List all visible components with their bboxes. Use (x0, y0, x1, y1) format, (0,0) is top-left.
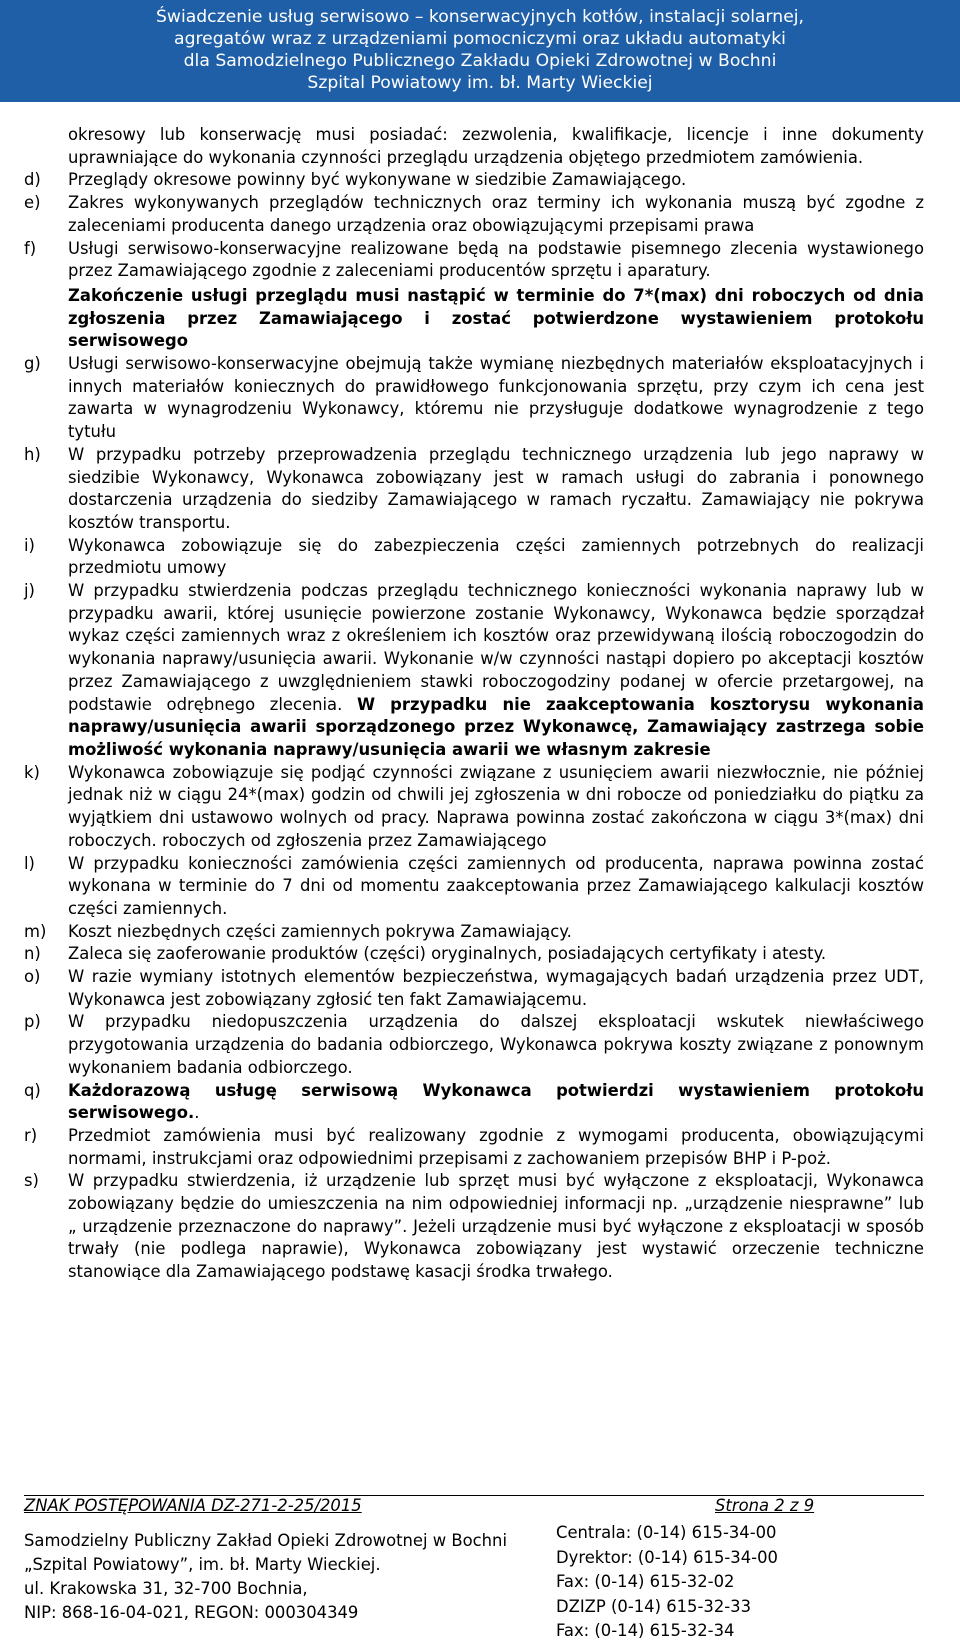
list-text-tail: . (194, 1103, 200, 1123)
list-text: W przypadku niedopuszczenia urządzenia do dalszej eksploatacji wskutek niewłaściwego przygotowania urządzenia do badania odbiorczego, Wykonawca pokrywa koszty związane z ponownym wykonaniem badania odbiorczego. (68, 1012, 924, 1077)
list-label: o) (24, 967, 41, 987)
document-header-banner (0, 0, 960, 102)
list-item-f (24, 238, 924, 354)
contact-line: Centrala: (0-14) 615-34-00 (556, 1523, 777, 1542)
list-label: n) (24, 944, 41, 964)
list-text: Przedmiot zamówienia musi być realizowany zgodnie z wymogami producenta, obowiązującymi normami, instrukcjami oraz odpowiednimi przepisami z zachowaniem przepisów BHP i P-poż. (68, 1125, 924, 1168)
list-text: W przypadku konieczności zamówienia części zamiennych od producenta, naprawa powinna zostać wykonana w terminie do 7 dni od momentu zaakceptowania przez Zamawiającego kalkulacji kosztów części zamiennych. (68, 853, 924, 918)
list-text: Zaleca się zaoferowanie produktów (części) oryginalnych, posiadających certyfikaty i atesty. (68, 944, 827, 964)
list-text: Wykonawca zobowiązuje się podjąć czynności związane z usunięciem awarii niezwłocznie, nie później jednak niż w ciągu 24*(max) godzin od chwili jej zgłoszenia w dni robocze od poniedziałku do piątku za wyjątkiem dni ustawowo wolnych od pracy. Naprawa powinna zostać zakończona w ciągu 3*(max) dni roboczych. roboczych od zgłoszenia przez Zamawiającego (68, 762, 924, 850)
list-item-p (24, 1011, 924, 1079)
list-label: k) (24, 762, 40, 782)
list-item-e (24, 192, 924, 237)
list-label: j) (24, 581, 35, 601)
contact-line: Fax: (0-14) 615-32-02 (556, 1572, 735, 1591)
list-item-o (24, 966, 924, 1011)
list-text: Koszt niezbędnych części zamiennych pokrywa Zamawiający. (68, 921, 572, 941)
list-text: Usługi serwisowo-konserwacyjne obejmują także wymianę niezbędnych materiałów eksploatacyjnych i innych materiałów koniecznych do prawidłowego funkcjonowania sprzętu, przy czym ich cena jest zawarta w wynagrodzeniu Wykonawcy, któremu nie przysługuje dodatkowe wynagrodzenie z tego tytułu (68, 354, 924, 442)
header-line: Świadczenie usług serwisowo – konserwacyjnych kotłów, instalacji solarnej, (155, 7, 805, 27)
list-label: d) (24, 170, 41, 190)
contact-line: Fax: (0-14) 615-32-34 (556, 1621, 735, 1640)
list-item-s (24, 1170, 924, 1284)
list-text-bold: Każdorazową usługę serwisową Wykonawca potwierdzi wystawieniem protokołu serwisowego. (68, 1080, 924, 1123)
list-item-n (24, 943, 924, 966)
list-item-g (24, 353, 924, 444)
list-item-k (24, 762, 924, 853)
list-text: Przeglądy okresowe powinny być wykonywane w siedzibie Zamawiającego. (68, 170, 687, 190)
list-label: f) (24, 238, 37, 258)
list-text: Zakres wykonywanych przeglądów technicznych oraz terminy ich wykonania muszą być zgodne z zaleceniami producenta danego urządzenia oraz obowiązującymi przepisami prawa (68, 193, 924, 235)
list-item-d (24, 169, 924, 192)
list-label: h) (24, 444, 41, 464)
footer-contacts (556, 1521, 778, 1644)
header-title-block (0, 6, 960, 94)
list-item-q (24, 1080, 924, 1125)
list-item-i (24, 535, 924, 580)
list-text: W przypadku potrzeby przeprowadzenia przeglądu technicznego urządzenia lub jego naprawy w siedzibie Wykonawcy, Wykonawca zobowiązany jest w ramach usługi do zabrania i ponownego dostarczenia urządzenia do siedziby Zamawiającego w ramach ryczałtu. Zamawiający nie pokrywa kosztów transportu. (68, 444, 924, 532)
document-body (24, 124, 924, 1284)
list-label: p) (24, 1012, 41, 1032)
paragraph-c-continuation: okresowy lub konserwację musi posiadać: zezwolenia, kwalifikacje, licencje i inne dokumenty uprawniające do wykonania czynności przeglądu urządzenia objętego przedmiotem zamówienia. (68, 125, 924, 167)
header-line: agregatów wraz z urządzeniami pomocniczymi oraz układu automatyki (174, 29, 786, 49)
contact-line: DZIZP (0-14) 615-32-33 (556, 1596, 752, 1616)
footer-top-row (24, 1496, 924, 1518)
list-item-h (24, 444, 924, 535)
header-line: Szpital Powiatowy im. bł. Marty Wieckiej (307, 73, 653, 93)
address-line: NIP: 868-16-04-021, REGON: 000304349 (24, 1603, 359, 1622)
contact-line: Dyrektor: (0-14) 615-34-00 (556, 1547, 778, 1567)
list-text: W razie wymiany istotnych elementów bezpieczeństwa, wymagających badań urządzenia przez UDT, Wykonawca jest zobowiązany zgłosić ten fakt Zamawiającemu. (68, 967, 924, 1009)
list-text: Wykonawca zobowiązuje się do zabezpieczenia części zamiennych potrzebnych do realizacji przedmiotu umowy (68, 535, 924, 578)
address-line: ul. Krakowska 31, 32-700 Bochnia, (24, 1579, 308, 1598)
list-label: q) (24, 1080, 41, 1100)
address-line: Samodzielny Publiczny Zakład Opieki Zdrowotnej w Bochni (24, 1531, 507, 1550)
list-text-wrap (68, 1080, 924, 1125)
case-number: ZNAK POSTĘPOWANIA DZ-271-2-25/2015 (24, 1496, 362, 1515)
address-line: „Szpital Powiatowy”, im. bł. Marty Wieckiej. (24, 1555, 381, 1574)
list-label: e) (24, 193, 41, 213)
list-item-r (24, 1125, 924, 1170)
list-text-wrap (68, 580, 924, 762)
list-item-l (24, 853, 924, 921)
list-text: Usługi serwisowo-konserwacyjne realizowane będą na podstawie pisemnego zlecenia wystawionego przez Zamawiającego zgodnie z zaleceniami producentów sprzętu i aparatury. (68, 238, 924, 281)
list-label: l) (24, 853, 35, 873)
list-item-j (24, 580, 924, 762)
list-text-bold: Zakończenie usługi przeglądu musi nastąpić w terminie do 7*(max) dni roboczych od dnia zgłoszenia przez Zamawiającego i zostać potwierdzone wystawieniem protokołu serwisowego (68, 285, 924, 351)
list-text: W przypadku stwierdzenia, iż urządzenie lub sprzęt musi być wyłączone z eksploatacji, Wykonawca zobowiązany będzie do umieszczenia na nim odpowiedniej informacji np. „urządzenie niesprawne” lub „ urządzenie przeznaczone do naprawy”. Jeżeli urządzenie musi być wyłączone z eksploatacji w sposób trwały (nie podlega naprawie), Wykonawca zobowiązany jest wystawić orzeczenie techniczne stanowiące dla Zamawiającego podstawę kasacji środka trwałego. (68, 1171, 924, 1282)
list-label: s) (24, 1171, 39, 1191)
list-item-m (24, 921, 924, 944)
header-line: dla Samodzielnego Publicznego Zakładu Opieki Zdrowotnej w Bochni (183, 51, 777, 71)
list-label: r) (24, 1125, 38, 1145)
list-text: W przypadku stwierdzenia podczas przeglądu technicznego konieczności wykonania naprawy lub w przypadku awarii, której usunięcie powierzone zostanie Wykonawcy, Wykonawca będzie sporządzał wykaz części zamiennych wraz z określeniem ich kosztów oraz przewidywaną ilością roboczogodzin do wykonania naprawy/usunięcia awarii. Wykonanie w/w czynności nastąpi dopiero po akceptacji kosztów przez Zamawiającego z uwzględnieniem stawki roboczogodziny podanej w ofercie przetargowej, na podstawie odrębnego zlecenia. (68, 581, 924, 714)
list-label: g) (24, 354, 41, 374)
list-label: m) (24, 921, 47, 941)
list-label: i) (24, 535, 35, 555)
footer-address (24, 1529, 507, 1625)
page-number: Strona 2 z 9 (715, 1496, 815, 1515)
list-text-bold: W przypadku nie zaakceptowania kosztorysu wykonania naprawy/usunięcia awarii sporządzonego przez Wykonawcę, Zamawiający zastrzega sobie możliwość wykonania naprawy/usunięcia awarii we własnym zakresie (68, 694, 924, 759)
